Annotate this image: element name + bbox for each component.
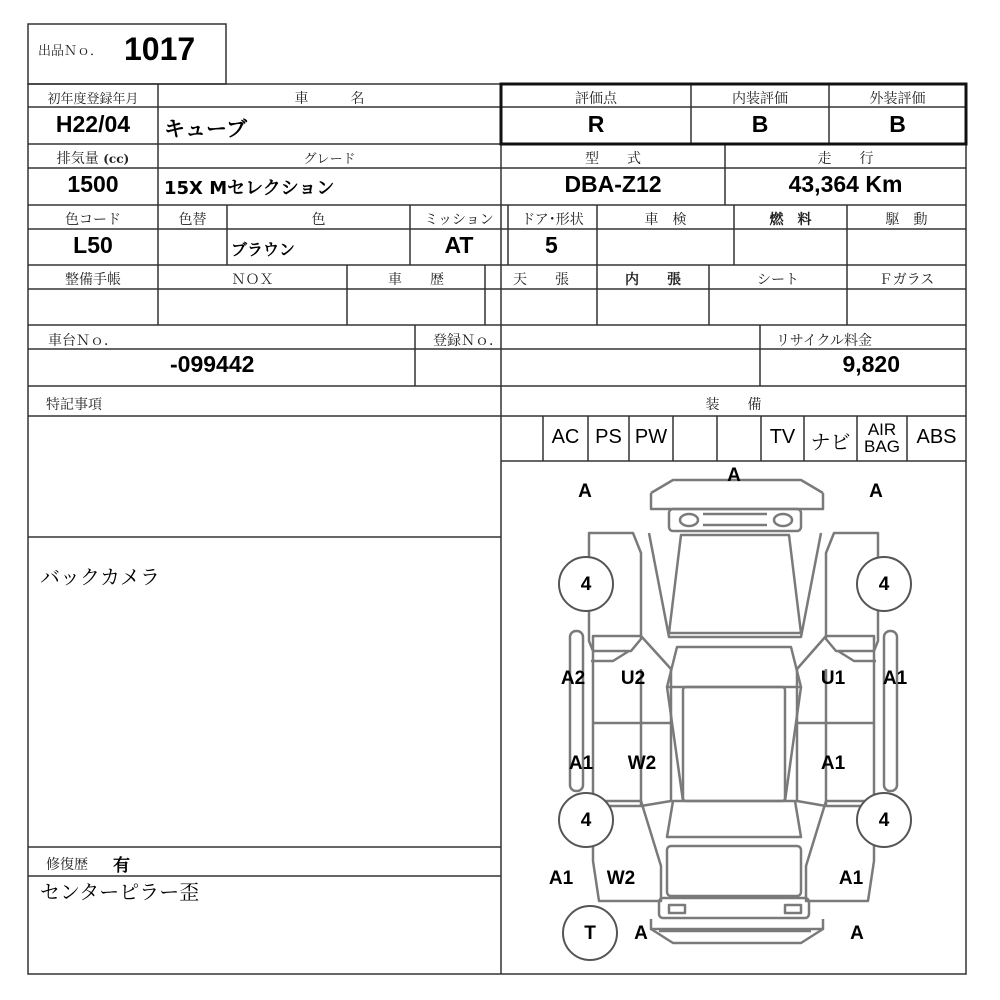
- color-label: 色: [311, 212, 326, 228]
- mark-rear-right-corner: A: [850, 923, 864, 944]
- car-damage-diagram: [501, 461, 966, 974]
- equipment-ps: PS: [595, 426, 622, 448]
- mark-rear-left-tire: 4: [580, 810, 592, 831]
- model: DBA-Z12: [564, 171, 662, 197]
- car-name-label: 車 名: [294, 91, 365, 107]
- mark-spare-tire: T: [584, 923, 596, 944]
- equipment-pw: PW: [634, 426, 668, 448]
- mark-rear-right-quarter: A1: [838, 868, 864, 889]
- mark-front-right-tire: 4: [878, 574, 890, 595]
- listing-number: 1017: [124, 31, 196, 67]
- seat-label: シート: [757, 272, 799, 288]
- mark-rear-right-tire: 4: [878, 810, 890, 831]
- first-registration-label: 初年度登録年月: [47, 92, 139, 107]
- score-label: 評価点: [575, 91, 617, 107]
- mileage: 43,364 Km: [788, 171, 903, 197]
- mark-right-rear-door: A1: [820, 753, 846, 774]
- model-label: 型 式: [585, 151, 641, 167]
- mark-right-front-door: U1: [820, 668, 846, 689]
- inspection-label: 車 検: [644, 212, 687, 228]
- displacement-label: [28, 148, 158, 168]
- first-registration: H22/04: [55, 111, 131, 137]
- mark-left-front-panel: A2: [560, 668, 586, 689]
- mission-label: ミッション: [424, 212, 494, 228]
- fuel-label: 燃 料: [769, 212, 812, 228]
- mark-front-left-tire: 4: [580, 574, 592, 595]
- special-notes-text: バックカメラ: [40, 565, 160, 589]
- maintenance-book-label: 整備手帳: [65, 272, 121, 288]
- repair-history-label: 修復歴: [46, 857, 88, 873]
- mark-front-bumper: A: [727, 465, 741, 486]
- nox-label: ＮＯＸ: [231, 272, 274, 288]
- exterior-score: B: [889, 111, 906, 137]
- mark-left-rear-door: W2: [627, 753, 657, 774]
- mark-left-rear-panel: A1: [568, 753, 594, 774]
- color: ブラウン: [231, 240, 296, 259]
- mission: AT: [444, 232, 474, 258]
- equipment-label: 装 備: [705, 397, 762, 413]
- interior-score: B: [751, 111, 769, 137]
- mark-left-front-door: U2: [620, 668, 646, 689]
- special-notes-label: 特記事項: [46, 397, 102, 413]
- recycle-fee-label: リサイクル料金: [776, 333, 873, 349]
- listing-number-label: 出品Ｎｏ．: [38, 44, 104, 59]
- chassis-number-label: 車台Ｎｏ．: [48, 333, 118, 349]
- recycle-fee: 9,820: [842, 351, 900, 377]
- front-glass-label: Ｆガラス: [878, 272, 935, 288]
- exterior-score-label: 外装評価: [869, 91, 926, 107]
- repair-history-value: 有: [113, 856, 130, 876]
- equipment-tv: TV: [769, 426, 796, 448]
- drive-label: 駆 動: [885, 212, 928, 228]
- equipment-airbag: AIR BAG: [864, 420, 900, 456]
- displacement-label-text: 排気量: [56, 151, 99, 167]
- repaint-label: 色替: [178, 212, 207, 228]
- chassis-number: -099442: [170, 351, 255, 377]
- car-name: キューブ: [164, 117, 247, 141]
- mark-right-front-panel: A1: [882, 668, 908, 689]
- mark-front-right-corner: A: [869, 481, 883, 502]
- inner-lining-label: 内 張: [625, 272, 681, 288]
- mark-front-left-corner: A: [578, 481, 592, 502]
- displacement-unit: (cc): [103, 152, 130, 166]
- mileage-label: 走 行: [817, 151, 874, 167]
- roof-lining-label: 天 張: [513, 272, 569, 288]
- equipment-ac: AC: [551, 426, 580, 448]
- door: 5: [545, 232, 558, 258]
- mark-rear-left-quarter-2: W2: [606, 868, 636, 889]
- color-code-label: 色コード: [65, 212, 121, 228]
- equipment-navi: ナビ: [810, 432, 851, 454]
- door-label: ドア･形状: [521, 212, 584, 228]
- color-code: L50: [73, 232, 113, 258]
- registration-number-label: 登録Ｎｏ．: [433, 333, 503, 349]
- score: R: [587, 111, 605, 137]
- repair-history-text: センターピラー歪: [40, 880, 200, 904]
- displacement: 1500: [67, 171, 119, 197]
- mark-rear-left-quarter: A1: [548, 868, 574, 889]
- mark-rear-left-corner: A: [634, 923, 648, 944]
- equipment-abs: ABS: [916, 426, 957, 448]
- vehicle-history-label: 車 歴: [388, 272, 444, 288]
- interior-score-label: 内装評価: [732, 91, 788, 107]
- grade-label: グレード: [303, 152, 356, 167]
- grade: 15X Mセレクション: [164, 178, 335, 199]
